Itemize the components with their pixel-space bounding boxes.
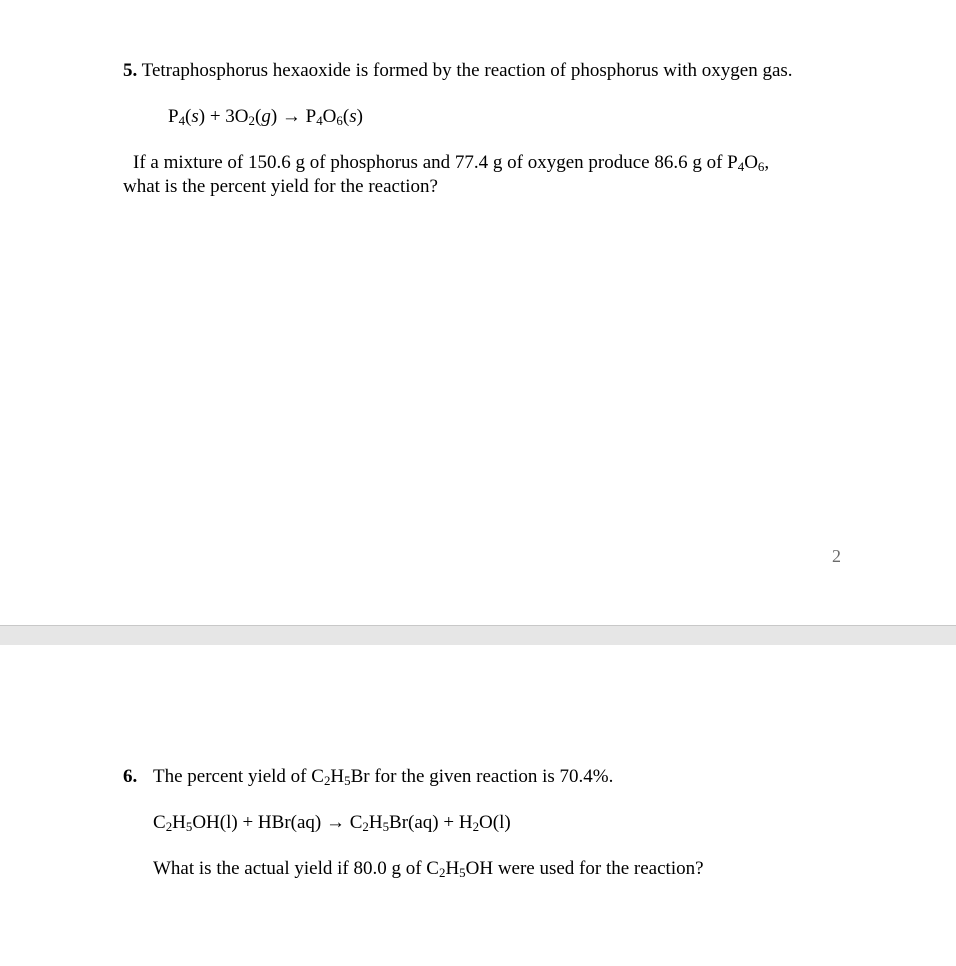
question-subscript: 5 xyxy=(459,864,466,880)
question-5-prompt-text: Tetraphosphorus hexaoxide is formed by the reaction of phosphorus with oxygen gas. xyxy=(141,60,793,81)
question-6-question xyxy=(153,857,704,881)
equation-text: O(l) xyxy=(479,812,511,833)
equation-subscript: 5 xyxy=(185,818,193,834)
question-text: OH were used for the reaction? xyxy=(465,858,704,879)
equation-subscript: 4 xyxy=(178,112,186,128)
prompt-text: The percent yield of C xyxy=(153,766,324,787)
body-text: If a mixture of 150.6 g of phosphorus and 77.4 g of oxygen produce 86.6 g of P xyxy=(133,152,738,173)
prompt-subscript: 5 xyxy=(344,772,351,788)
equation-subscript: 2 xyxy=(248,112,255,128)
page-number: 2 xyxy=(832,546,841,566)
equation-text: H xyxy=(172,812,186,833)
question-5-body-line-2: what is the percent yield for the reaction? xyxy=(123,176,438,197)
equation-state: g xyxy=(261,106,271,127)
equation-subscript: 2 xyxy=(362,818,369,834)
equation-subscript: 5 xyxy=(382,818,390,834)
question-5-number: 5. xyxy=(123,60,138,81)
equation-text: Br(aq) + H xyxy=(389,812,473,833)
equation-text: H xyxy=(368,812,383,833)
equation-text: P xyxy=(168,106,179,127)
prompt-text: Br for the given reaction is 70.4%. xyxy=(350,766,614,787)
question-text: H xyxy=(445,858,460,879)
page-break xyxy=(0,625,956,646)
prompt-text: H xyxy=(330,766,345,787)
document-page-2 xyxy=(0,645,956,966)
equation-subscript: 2 xyxy=(472,818,480,834)
body-text: O xyxy=(744,152,758,173)
question-text: What is the actual yield if 80.0 g of C xyxy=(153,858,439,879)
question-6-prompt xyxy=(153,765,613,789)
body-subscript: 6 xyxy=(757,158,765,174)
question-6-number: 6. xyxy=(123,766,138,787)
equation-text: OH(l) + HBr(aq) → C xyxy=(192,812,363,833)
equation-state: s xyxy=(191,106,199,127)
body-text: , xyxy=(764,152,770,173)
prompt-subscript: 2 xyxy=(323,772,331,788)
equation-subscript: 4 xyxy=(316,112,323,128)
question-5-prompt xyxy=(123,59,793,83)
equation-state: s xyxy=(349,106,357,127)
question-6-equation xyxy=(153,811,511,835)
equation-text: O xyxy=(322,106,337,127)
body-subscript: 4 xyxy=(737,158,745,174)
question-subscript: 2 xyxy=(438,864,446,880)
equation-text: C xyxy=(153,812,166,833)
question-5-body-line-1 xyxy=(133,151,769,175)
equation-text: + 3O xyxy=(205,106,249,127)
equation-text: → P xyxy=(277,106,317,127)
equation-subscript: 2 xyxy=(165,818,173,834)
equation-subscript: 6 xyxy=(336,112,343,128)
question-5-equation: $P_4(s) + 3O_2(g) \to P_4O_6(s)$ xyxy=(168,106,363,128)
